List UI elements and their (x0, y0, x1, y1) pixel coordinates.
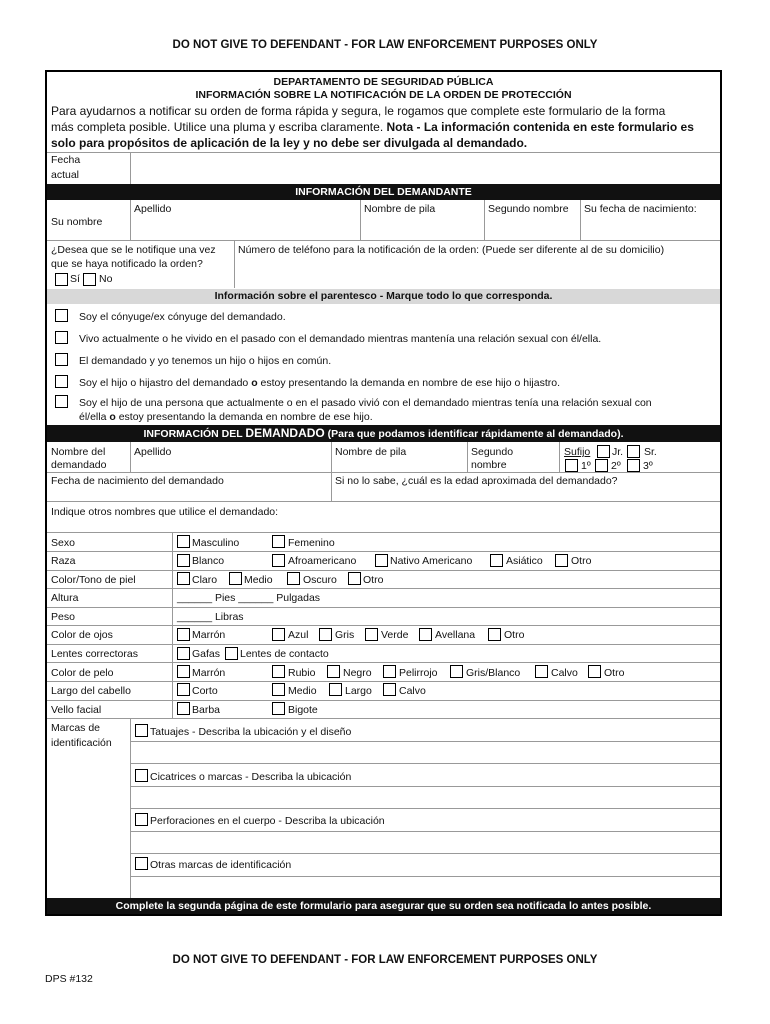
otros-nombres-field[interactable] (47, 520, 719, 532)
edad-aprox-label: Si no lo sabe, ¿cuál es la edad aproximada del demandado? (335, 475, 618, 487)
cabello-calvo-checkbox[interactable] (383, 683, 396, 696)
tercero-label: 3º (643, 460, 653, 472)
demandante-header: INFORMACIÓN DEL DEMANDANTE (47, 184, 720, 200)
tono-otro-checkbox[interactable] (348, 572, 361, 585)
masculino-checkbox[interactable] (177, 535, 190, 548)
gafas-label: Gafas (192, 648, 221, 660)
pelo-calvo-label: Calvo (551, 667, 578, 679)
rel2-checkbox[interactable] (55, 331, 68, 344)
masculino-label: Masculino (192, 537, 240, 549)
otras-marcas-checkbox[interactable] (135, 857, 148, 870)
cabello-calvo-label: Calvo (399, 685, 426, 697)
altura-field[interactable]: ______ Pies ______ Pulgadas (177, 592, 321, 604)
azul-label: Azul (288, 629, 309, 641)
lentes-label: Lentes correctoras (51, 648, 138, 660)
corto-label: Corto (192, 685, 218, 697)
demandado-header: INFORMACIÓN DEL DEMANDADO (Para que podamos identificar rápidamente al demandado). (47, 425, 720, 442)
form-id: DPS #132 (45, 973, 93, 985)
intro-text-2: más completa posible. Utilice una pluma y escriba claramente. Nota - La información contenida en este formulario es (51, 120, 694, 134)
raza-otro-checkbox[interactable] (555, 554, 568, 567)
fecha-nacimiento-field[interactable] (581, 218, 719, 238)
pelo-otro-checkbox[interactable] (588, 665, 601, 678)
afroamericano-checkbox[interactable] (272, 554, 285, 567)
color-pelo-label: Color de pelo (51, 667, 114, 679)
rel5-label-2: él/ella o estoy presentando la demanda en nombre de ese hijo. (79, 411, 373, 423)
dem-segundo-label: Segundo (471, 446, 514, 458)
segundo-o-label: 2º (611, 460, 621, 472)
rel1-label: Soy el cónyuge/ex cónyuge del demandado. (79, 311, 286, 323)
notify-si-label: Sí (70, 273, 80, 285)
largo-cabello-label: Largo del cabello (51, 685, 131, 697)
sr-label: Sr. (644, 446, 657, 458)
segundo-nombre-label: Segundo nombre (488, 203, 569, 215)
bottom-warning: DO NOT GIVE TO DEFENDANT - FOR LAW ENFORCEMENT PURPOSES ONLY (172, 954, 598, 966)
oscuro-label: Oscuro (303, 574, 337, 586)
barba-label: Barba (192, 704, 221, 716)
peso-field[interactable]: ______ Libras (177, 611, 244, 623)
segundo-o-checkbox[interactable] (595, 459, 608, 472)
pelo-marron-label: Marrón (192, 667, 226, 679)
primero-checkbox[interactable] (565, 459, 578, 472)
peso-label: Peso (51, 611, 75, 623)
nombre-pila-field[interactable] (361, 218, 483, 238)
su-nombre-label: Su nombre (51, 216, 103, 228)
ojos-otro-checkbox[interactable] (488, 628, 501, 641)
dem-fecha-nac-label: Fecha de nacimiento del demandado (51, 475, 224, 487)
parentesco-header: Información sobre el parentesco - Marque todo lo que corresponda. (47, 289, 720, 304)
pelo-marron-checkbox[interactable] (177, 665, 190, 678)
fecha-label-2: actual (51, 169, 80, 181)
perforaciones-checkbox[interactable] (135, 813, 148, 826)
jr-checkbox[interactable] (597, 445, 610, 458)
ojos-gris-checkbox[interactable] (319, 628, 332, 641)
fecha-label: Fecha (51, 154, 81, 166)
nativo-checkbox[interactable] (375, 554, 388, 567)
blanco-label: Blanco (192, 555, 225, 567)
cicatrices-checkbox[interactable] (135, 769, 148, 782)
lentes-contacto-checkbox[interactable] (225, 647, 238, 660)
sr-checkbox[interactable] (627, 445, 640, 458)
asiatico-label: Asiático (506, 555, 543, 567)
femenino-label: Femenino (288, 537, 335, 549)
medio-checkbox[interactable] (229, 572, 242, 585)
sufijo-label: Sufijo (564, 446, 591, 458)
ojos-gris-label: Gris (335, 629, 355, 641)
apellido-field[interactable] (131, 218, 359, 238)
tatuajes-checkbox[interactable] (135, 724, 148, 737)
top-warning: DO NOT GIVE TO DEFENDANT - FOR LAW ENFORCEMENT PURPOSES ONLY (172, 39, 598, 51)
corto-checkbox[interactable] (177, 683, 190, 696)
rubio-label: Rubio (288, 667, 316, 679)
avellana-label: Avellana (435, 629, 476, 641)
fecha-nacimiento-label: Su fecha de nacimiento: (584, 203, 697, 215)
rel5-checkbox[interactable] (55, 395, 68, 408)
verde-checkbox[interactable] (365, 628, 378, 641)
otras-marcas-label: Otras marcas de identificación (150, 859, 292, 871)
phone-label: Número de teléfono para la notificación de la orden: (Puede ser diferente al de su domicilio) (238, 244, 665, 256)
claro-label: Claro (192, 574, 218, 586)
department-title: DEPARTAMENTO DE SEGURIDAD PÚBLICA (273, 76, 494, 88)
rel1-checkbox[interactable] (55, 309, 68, 322)
avellana-checkbox[interactable] (419, 628, 432, 641)
femenino-checkbox[interactable] (272, 535, 285, 548)
tatuajes-label: Tatuajes - Describa la ubicación y el diseño (150, 726, 352, 738)
fecha-actual-field[interactable] (131, 153, 719, 183)
rel3-checkbox[interactable] (55, 353, 68, 366)
pelirrojo-label: Pelirrojo (399, 667, 438, 679)
sexo-label: Sexo (51, 537, 75, 549)
bigote-checkbox[interactable] (272, 702, 285, 715)
raza-label: Raza (51, 555, 76, 567)
altura-label: Altura (51, 592, 79, 604)
primero-label: 1º (581, 460, 591, 472)
cicatrices-label: Cicatrices o marcas - Describa la ubicación (150, 771, 352, 783)
verde-label: Verde (381, 629, 409, 641)
lentes-contacto-label: Lentes de contacto (240, 648, 329, 660)
apellido-label: Apellido (134, 203, 172, 215)
notify-no-label: No (99, 273, 113, 285)
blanco-checkbox[interactable] (177, 554, 190, 567)
rel4-label: Soy el hijo o hijastro del demandado o estoy presentando la demanda en nombre de ese hijo o hijastro. (79, 377, 560, 389)
otros-nombres-label: Indique otros nombres que utilice el demandado: (51, 506, 279, 518)
marcas-label: Marcas de (51, 722, 101, 734)
form-title: INFORMACIÓN SOBRE LA NOTIFICACIÓN DE LA ORDEN DE PROTECCIÓN (195, 89, 572, 101)
notify-question-2: que se haya notificado la orden? (51, 258, 203, 270)
nombre-del-label: Nombre del (51, 446, 106, 458)
marcas-label-2: identificación (51, 737, 112, 749)
dem-nombre-pila-label: Nombre de pila (335, 446, 407, 458)
nativo-label: Nativo Americano (390, 555, 473, 567)
largo-label: Largo (345, 685, 372, 697)
nombre-pila-label: Nombre de pila (364, 203, 436, 215)
gafas-checkbox[interactable] (177, 647, 190, 660)
perforaciones-label: Perforaciones en el cuerpo - Describa la ubicación (150, 815, 385, 827)
ojos-marron-label: Marrón (192, 629, 226, 641)
segundo-nombre-field[interactable] (485, 218, 579, 238)
claro-checkbox[interactable] (177, 572, 190, 585)
azul-checkbox[interactable] (272, 628, 285, 641)
rel2-label: Vivo actualmente o he vivido en el pasado con el demandado mientras mantenía una relación sexual con él/ella. (79, 333, 602, 345)
dem-segundo-label-2: nombre (471, 459, 507, 471)
medio-label: Medio (244, 574, 273, 586)
notify-si-checkbox[interactable] (55, 273, 68, 286)
gris-blanco-checkbox[interactable] (450, 665, 463, 678)
negro-checkbox[interactable] (327, 665, 340, 678)
cabello-medio-label: Medio (288, 685, 317, 697)
rel3-label: El demandado y yo tenemos un hijo o hijos en común. (79, 355, 332, 367)
phone-field[interactable] (235, 260, 719, 286)
cabello-medio-checkbox[interactable] (272, 683, 285, 696)
rubio-checkbox[interactable] (272, 665, 285, 678)
pelo-calvo-checkbox[interactable] (535, 665, 548, 678)
tercero-checkbox[interactable] (627, 459, 640, 472)
largo-checkbox[interactable] (329, 683, 342, 696)
rel4-checkbox[interactable] (55, 375, 68, 388)
bigote-label: Bigote (288, 704, 318, 716)
tono-otro-label: Otro (363, 574, 384, 586)
vello-label: Vello facial (51, 704, 102, 716)
bottom-instruction-band: Complete la segunda página de este formulario para asegurar que su orden sea notificada lo antes posible. (47, 898, 720, 914)
negro-label: Negro (343, 667, 372, 679)
gris-blanco-label: Gris/Blanco (466, 667, 521, 679)
jr-label: Jr. (612, 446, 624, 458)
pelo-otro-label: Otro (604, 667, 625, 679)
afroamericano-label: Afroamericano (288, 555, 357, 567)
intro-text-1: Para ayudarnos a notificar su orden de forma rápida y segura, le rogamos que complete este formulario de la forma (51, 104, 666, 118)
ojos-otro-label: Otro (504, 629, 525, 641)
raza-otro-label: Otro (571, 555, 592, 567)
asiatico-checkbox[interactable] (490, 554, 503, 567)
notify-question: ¿Desea que se le notifique una vez (51, 244, 216, 256)
dem-apellido-label: Apellido (134, 446, 172, 458)
pelirrojo-checkbox[interactable] (383, 665, 396, 678)
barba-checkbox[interactable] (177, 702, 190, 715)
rel5-label: Soy el hijo de una persona que actualmente o en el pasado vivió con el demandado mientras tenía una relación sexual con (79, 397, 652, 409)
nombre-del-label-2: demandado (51, 459, 107, 471)
color-tono-label: Color/Tono de piel (51, 574, 136, 586)
form-container (45, 70, 722, 916)
color-ojos-label: Color de ojos (51, 629, 113, 641)
oscuro-checkbox[interactable] (287, 572, 300, 585)
ojos-marron-checkbox[interactable] (177, 628, 190, 641)
notify-no-checkbox[interactable] (83, 273, 96, 286)
intro-text-3: solo para propósitos de aplicación de la ley y no debe ser divulgada al demandado. (51, 136, 528, 150)
